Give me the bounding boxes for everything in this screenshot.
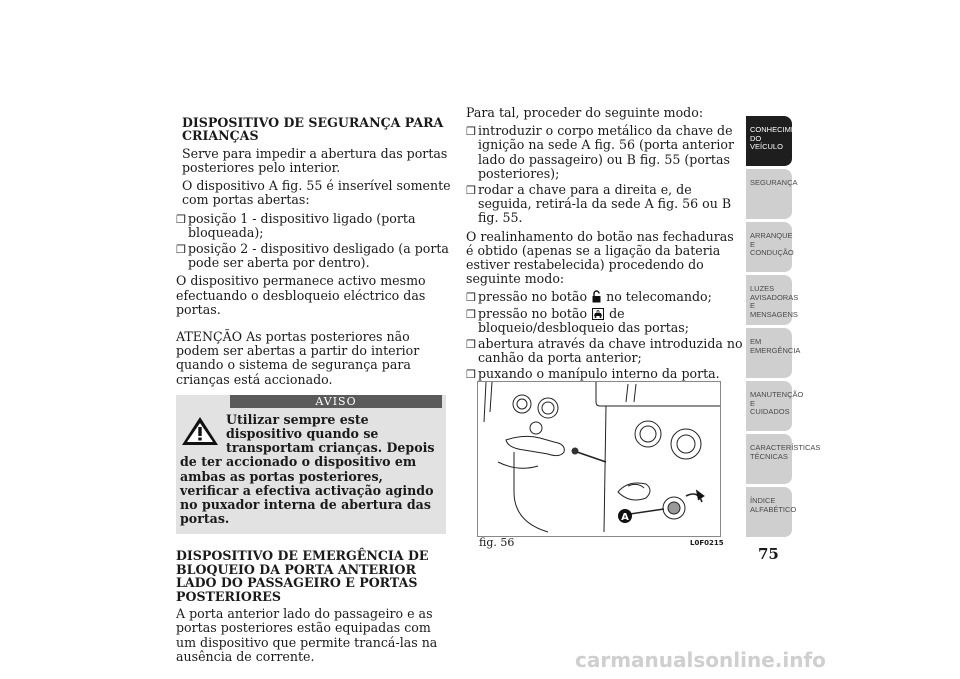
callout-label-a: A	[621, 512, 629, 523]
list-item: ❒ puxando o manípulo interno da porta.	[466, 366, 720, 382]
figure-door-lock	[477, 381, 721, 537]
checkbox-bullet-icon: ❒	[466, 338, 476, 352]
bullet-list	[466, 290, 744, 381]
list-item: ❒ pressão no botão de bloqueio/desbloqueio das portas;	[466, 305, 690, 335]
tab-em-emergencia[interactable]: EM EMERGÊNCIA	[746, 328, 792, 379]
tab-seguranca[interactable]: SEGURANÇA	[746, 169, 792, 220]
warning-title: AVISO	[230, 395, 442, 408]
tab-manutencao[interactable]: MANUTENÇÃO E CUIDADOS	[746, 381, 792, 432]
list-item: ❒ posição 2 - dispositivo desligado (a porta pode ser aberta por dentro).	[176, 241, 449, 271]
paragraph: O dispositivo permanece activo mesmo efectuando o desbloqueio eléctrico das portas.	[176, 273, 426, 317]
checkbox-bullet-icon: ❒	[466, 368, 476, 382]
list-item: ❒ abertura através da chave introduzida no canhão da porta anterior;	[466, 336, 743, 366]
checkbox-bullet-icon: ❒	[466, 125, 476, 139]
tab-indice-alfabetico[interactable]: ÍNDICE ALFABÉTICO	[746, 487, 792, 538]
checkbox-bullet-icon: ❒	[176, 212, 186, 226]
checkbox-bullet-icon: ❒	[176, 243, 186, 257]
bullet-list	[176, 212, 452, 271]
paragraph: A porta anterior lado do passageiro e as portas posteriores estão equipadas com um dispositivo que permite trancá-las na ausência de corrente.	[176, 606, 438, 664]
car-lock-icon	[592, 308, 604, 320]
figure-code: L0F0215	[690, 539, 724, 547]
door-latch-illustration	[478, 382, 720, 536]
warning-box	[176, 395, 446, 535]
watermark: carmanualsonline.info	[575, 648, 826, 672]
section-heading-child-safety: DISPOSITIVO DE SEGURANÇA PARA CRIANÇAS	[182, 115, 444, 144]
list-item: ❒ pressão no botão no telecomando;	[466, 289, 712, 305]
tab-conhecimento-do-veiculo[interactable]: CONHECIMENTO DO VEÍCULO	[746, 116, 792, 167]
checkbox-bullet-icon: ❒	[466, 307, 476, 321]
list-item: ❒ posição 1 - dispositivo ligado (porta bloqueada);	[176, 210, 416, 240]
page-number: 75	[758, 545, 779, 563]
section-heading-emergency-lock: DISPOSITIVO DE EMERGÊNCIA DE BLOQUEIO DA PORTA ANTERIOR LADO DO PASSAGEIRO E PORTAS POSTERIORES	[176, 548, 429, 604]
checkbox-bullet-icon: ❒	[466, 184, 476, 198]
tab-caracteristicas-tecnicas[interactable]: CARACTERÍSTICAS TÉCNICAS	[746, 434, 792, 485]
unlock-padlock-icon	[592, 290, 601, 303]
tab-arranque-e-conducao[interactable]: ARRANQUE E CONDUÇÃO	[746, 222, 792, 273]
attention-paragraph: ATENÇÃO As portas posteriores não podem ser abertas a partir do interior quando o sistema de segurança para crianças está accionado.	[176, 329, 420, 387]
warning-triangle-icon	[180, 415, 220, 447]
warning-text: Utilizar sempre este dispositivo quando se transportam crianças. Depois de ter accionado o dispositivo em ambas as portas posteriores, verificar a efectiva activação agindo no puxador interna de abertura das portas.	[180, 411, 435, 527]
tab-luzes-avisadoras[interactable]: LUZES AVISADORAS E MENSAGENS	[746, 275, 792, 326]
list-item: ❒ rodar a chave para a direita e, de seguida, retirá-la da sede A fig. 56 ou B fig. 55.	[466, 182, 732, 226]
right-column	[466, 106, 744, 386]
bullet-list	[466, 124, 744, 225]
paragraph: O realinhamento do botão nas fechaduras é obtido (apenas se a ligação da bateria estiver restabelecida) procedendo do seguinte modo:	[466, 228, 734, 287]
figure-caption: fig. 56	[479, 536, 515, 549]
list-item: ❒ introduzir o corpo metálico da chave de ignição na sede A fig. 56 (porta anterior lado do passageiro) ou B fig. 55 (portas posteriores);	[466, 123, 734, 181]
checkbox-bullet-icon: ❒	[466, 291, 476, 305]
paragraph: Para tal, proceder do seguinte modo:	[466, 105, 704, 120]
chapter-tabs	[746, 116, 821, 540]
paragraph: O dispositivo A fig. 55 é inserível somente com portas abertas:	[182, 178, 451, 208]
paragraph: Serve para impedir a abertura das portas posteriores pelo interior.	[182, 145, 448, 176]
left-column	[176, 116, 452, 668]
